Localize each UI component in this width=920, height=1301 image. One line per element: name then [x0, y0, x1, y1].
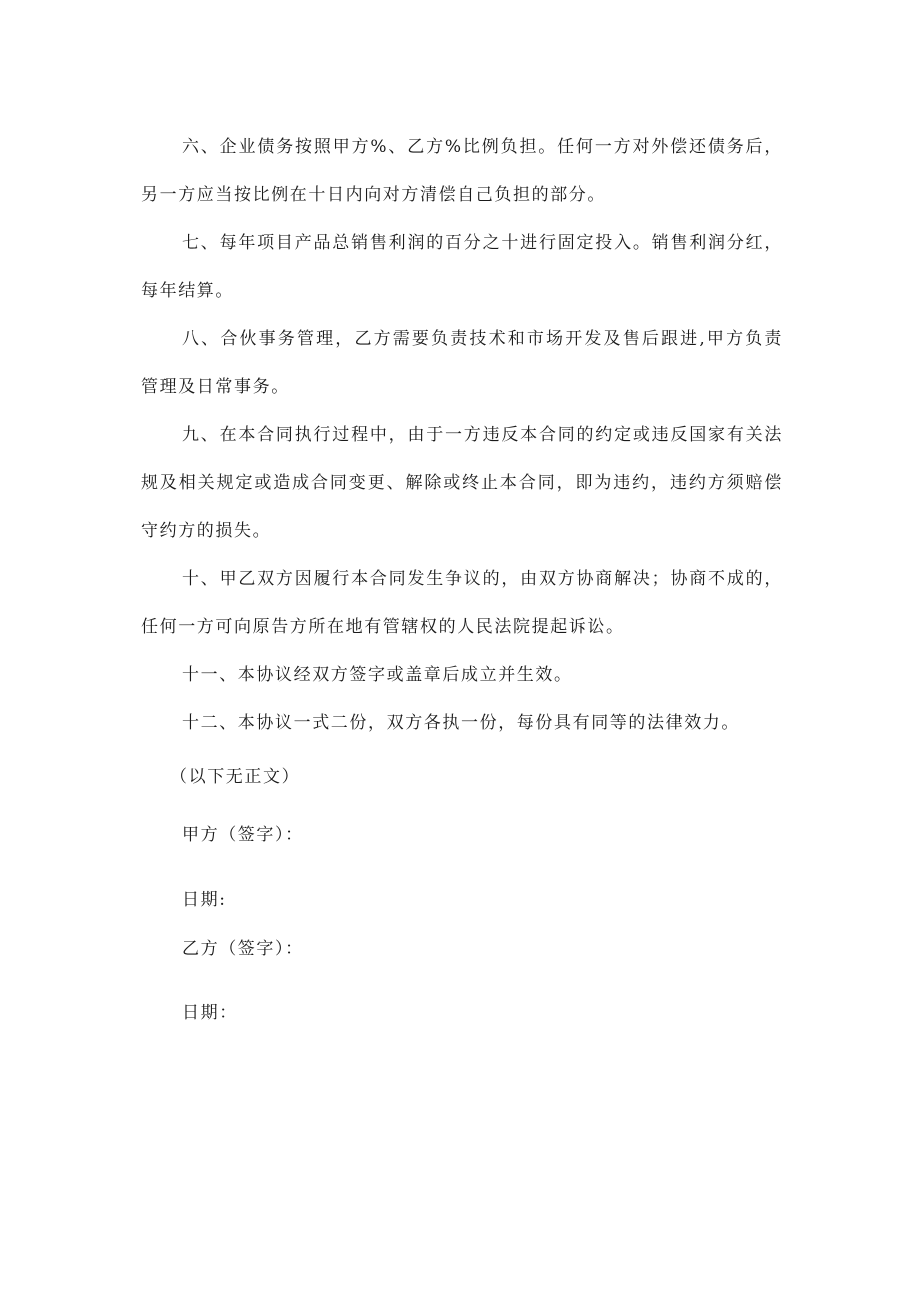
- no-further-text-note: （以下无正文）: [170, 767, 301, 787]
- clause-11: 十一、本协议经双方签字或盖章后成立并生效。: [182, 665, 573, 685]
- party-b-signature-label: 乙方（签字）：: [182, 939, 304, 959]
- party-a-signature-label: 甲方（签字）：: [182, 825, 304, 845]
- clause-12: 十二、本协议一式二份，双方各执一份，每份具有同等的法律效力。: [182, 713, 740, 733]
- clause-6: 六、企业债务按照甲方%、乙方%比例负担。任何一方对外偿还债务后，另一方应当按比例在十日内向对方清偿自己负担的部分。: [141, 137, 783, 205]
- clause-7: 七、每年项目产品总销售利润的百分之十进行固定投入。销售利润分红，每年结算。: [141, 233, 783, 301]
- party-b-date-label: 日期：: [182, 1003, 238, 1023]
- clause-9: 九、在本合同执行过程中，由于一方违反本合同的约定或违反国家有关法规及相关规定或造成合同变更、解除或终止本合同，即为违约，违约方须赔偿守约方的损失。: [141, 425, 783, 541]
- party-a-date-label: 日期:: [182, 890, 227, 910]
- clause-8: 八、合伙事务管理，乙方需要负责技术和市场开发及售后跟进,甲方负责管理及日常事务。: [141, 329, 783, 397]
- clause-10: 十、甲乙双方因履行本合同发生争议的，由双方协商解决；协商不成的，任何一方可向原告方所在地有管辖权的人民法院提起诉讼。: [141, 569, 783, 637]
